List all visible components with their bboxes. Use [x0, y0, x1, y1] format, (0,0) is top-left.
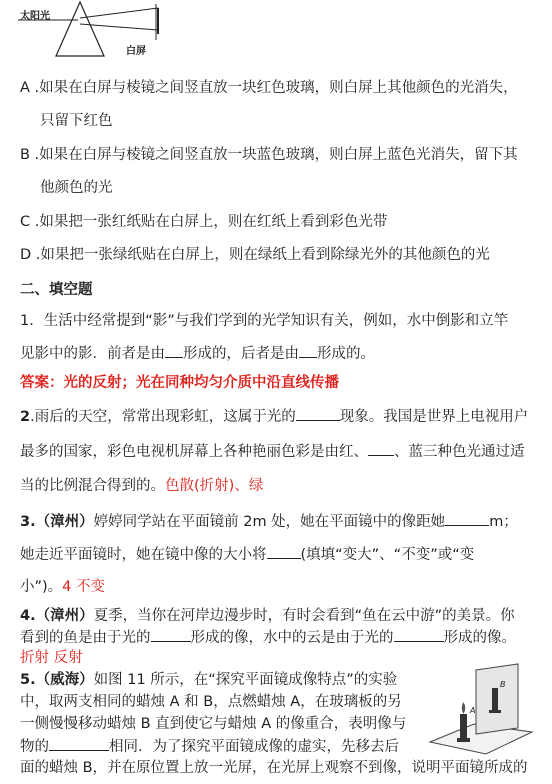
option-a-line1: A .如果在白屏与棱镜之间竖直放一块红色玻璃，则白屏上其他颜色的光消失， [20, 80, 518, 96]
q5-prefix: 5.（威海） [20, 672, 94, 688]
screen-label: 白屏 [126, 46, 146, 57]
q1-text-c: 形成的。 [317, 346, 375, 362]
q3-line1 [20, 511, 518, 532]
option-d: D .如果把一张绿纸贴在白屏上，则在绿纸上看到除绿光外的其他颜色的光 [20, 247, 490, 263]
sunlight-label: 太阳光 [20, 11, 50, 22]
q3-blank-2[interactable] [267, 544, 301, 559]
option-b-line1: B .如果在白屏与棱镜之间竖直放一块蓝色玻璃，则白屏上蓝色光消失，留下其 [20, 147, 518, 163]
q3-blank-1[interactable] [445, 511, 489, 526]
q1-blank-2[interactable] [299, 343, 317, 358]
q4-blank-1[interactable] [151, 627, 191, 642]
q1-text-a: 见影中的影．前者是由 [20, 346, 165, 362]
q2-line3 [20, 476, 263, 496]
q1-answer: 答案：光的反射；光在同种均匀介质中沿直线传播 [20, 375, 339, 391]
q4-answer: 折射 反射 [20, 650, 83, 666]
q1-text-b: 形成的，后者是由 [183, 346, 299, 362]
q5-text-b: 物的 [20, 739, 49, 755]
mirror-experiment-svg [426, 662, 534, 756]
q2-text-c: 最多的国家，彩色电视机屏幕上各种艳丽色彩是由红、 [20, 444, 368, 460]
q2-line2 [20, 441, 525, 462]
q3-line3 [20, 577, 105, 597]
q3-answer: 4 不变 [62, 579, 106, 595]
q5-blank-1[interactable] [49, 736, 109, 751]
q3-line2 [20, 544, 474, 565]
q2-blank-2[interactable] [368, 441, 394, 456]
option-a-line2: 只留下红色 [40, 113, 113, 129]
q2-number: 2 [20, 409, 31, 425]
q5-line1 [20, 670, 397, 690]
q4-text-b: 看到的鱼是由于光的 [20, 630, 151, 646]
q3-text-d: (填填“变大”、“不变”或“变 [300, 547, 475, 563]
q4-line1 [20, 606, 515, 626]
prism-diagram [18, 0, 178, 62]
q4-blank-2[interactable] [394, 627, 444, 642]
q1-blank-1[interactable] [165, 343, 183, 358]
q2-answer: 色散(折射)、绿 [165, 478, 264, 494]
q3-text-e: 小”)。 [20, 579, 63, 595]
q4-line2 [20, 627, 516, 648]
q5-line2: 中，取两支相同的蜡烛 A 和 B，点燃蜡烛 A，在玻璃板的另 [20, 694, 402, 710]
q1-line2 [20, 343, 375, 364]
q4-prefix: 4.（漳州） [20, 608, 94, 624]
q2-text-a: .雨后的天空，常常出现彩虹，这属于光的 [30, 409, 296, 425]
option-c: C .如果把一张红纸贴在白屏上，则在红纸上看到彩色光带 [20, 214, 388, 230]
q2-text-e: 当的比例混合得到的。 [20, 478, 165, 494]
label-a: A [470, 706, 476, 715]
q2-line1 [20, 406, 528, 427]
option-b-line2: 他颜色的光 [40, 180, 113, 196]
q5-text-a: 如图 11 所示，在“探究平面镜成像特点”的实验 [93, 672, 398, 688]
q4-text-c: 形成的像，水中的云是由于光的 [190, 630, 394, 646]
mirror-experiment-figure [426, 662, 534, 756]
section-title: 二、填空题 [20, 282, 93, 298]
q3-text-b: m； [489, 514, 518, 530]
q3-text-c: 她走近平面镜时，她在镜中像的大小将 [20, 547, 267, 563]
q2-blank-1[interactable] [296, 406, 340, 421]
q4-text-d: 形成的像。 [443, 630, 516, 646]
q1-line1: 1．生活中经常提到“影”与我们学到的光学知识有关，例如，水中倒影和立竿 [20, 313, 509, 329]
q5-line5: 面的蜡烛 B，并在原位置上放一光屏，在光屏上观察不到像，说明平面镜所成的 [20, 760, 528, 776]
q4-text-a: 夏季，当你在河岸边漫步时，有时会看到“鱼在云中游”的美景。你 [93, 608, 515, 624]
q3-prefix: 3.（漳州） [20, 514, 94, 530]
q5-line4 [20, 736, 399, 757]
q5-text-c: 相同．为了探究平面镜成像的虚实，先移去后 [109, 739, 399, 755]
label-b: B [500, 680, 506, 689]
q3-text-a: 婷婷同学站在平面镜前 2m 处，她在平面镜中的像距她 [93, 514, 446, 530]
q2-text-b: 现象。我国是世界上电视用户 [339, 409, 529, 425]
q2-text-d: 、蓝三种色光通过适 [394, 444, 525, 460]
q5-line3: 一侧慢慢移动蜡烛 B 直到使它与蜡烛 A 的像重合，表明像与 [20, 716, 407, 732]
